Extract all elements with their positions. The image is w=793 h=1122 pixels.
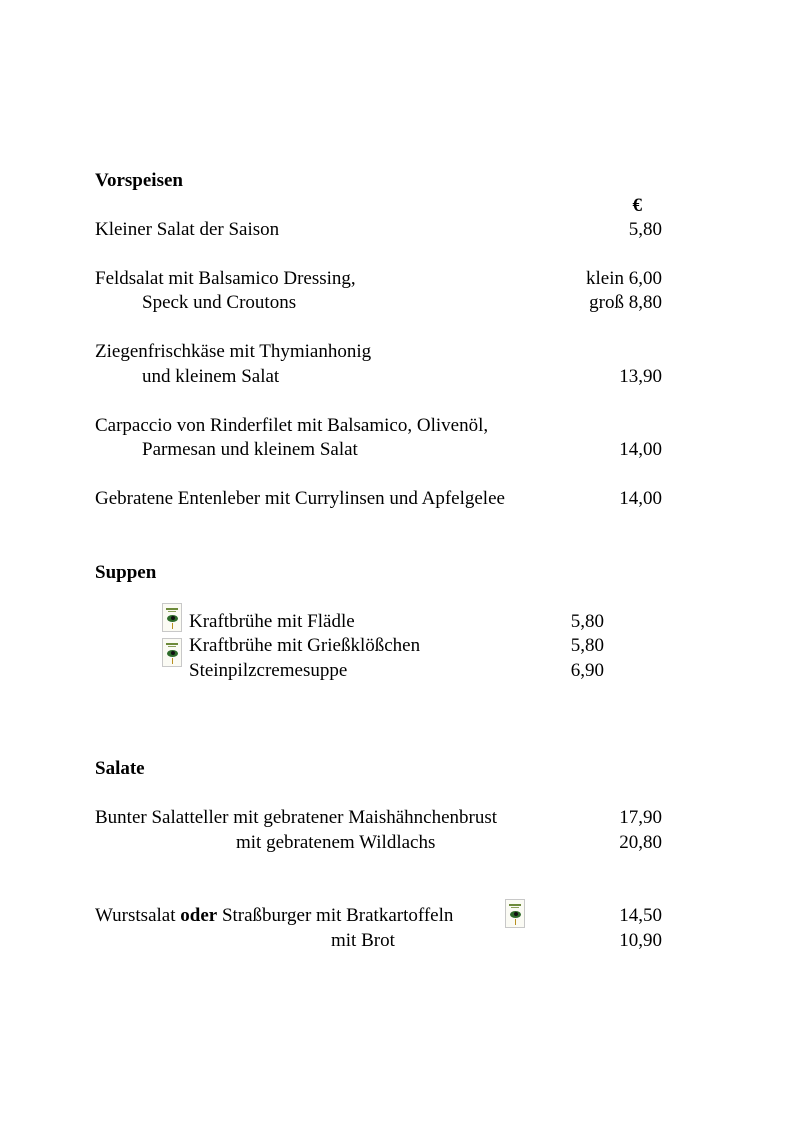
salad-name-or: oder: [180, 905, 218, 926]
dish-price: 14,00: [619, 488, 662, 509]
section-heading-vorspeisen: Vorspeisen: [95, 170, 183, 191]
regional-quality-badge-icon: [162, 638, 182, 667]
dish-price: 5,80: [628, 219, 662, 240]
dish-name: Feldsalat mit Balsamico Dressing,: [95, 268, 356, 289]
dish-name: Carpaccio von Rinderfilet mit Balsamico, Olivenöl,: [95, 415, 489, 436]
dish-name: Ziegenfrischkäse mit Thymianhonig: [95, 341, 372, 362]
salad-price: 14,50: [619, 905, 662, 926]
soup-price: 6,90: [570, 660, 604, 681]
section-heading-suppen: Suppen: [95, 562, 157, 583]
soup-name: Kraftbrühe mit Flädle: [189, 611, 355, 632]
dish-name: Gebratene Entenleber mit Currylinsen und Apfelgelee: [95, 488, 505, 509]
regional-quality-badge-icon: [505, 899, 525, 928]
salad-name-part: Straßburger mit Bratkartoffeln: [217, 905, 454, 926]
soup-price: 5,80: [570, 635, 604, 656]
dish-price: 14,00: [619, 439, 662, 460]
dish-price-large: groß 8,80: [589, 292, 662, 313]
dish-price: 13,90: [619, 366, 662, 387]
salad-name: [95, 905, 453, 927]
soup-name: Kraftbrühe mit Grießklößchen: [189, 635, 421, 656]
salad-variant-price: 10,90: [619, 930, 662, 951]
salad-variant-price: 20,80: [619, 832, 662, 853]
dish-name-continued: Parmesan und kleinem Salat: [142, 439, 358, 460]
dish-name-continued: Speck und Croutons: [142, 292, 297, 313]
salad-name-part: Wurstsalat: [95, 905, 181, 926]
currency-symbol: €: [632, 195, 642, 216]
dish-name: Kleiner Salat der Saison: [95, 219, 280, 240]
soup-price: 5,80: [570, 611, 604, 632]
section-heading-salate: Salate: [95, 758, 145, 779]
salad-price: 17,90: [619, 807, 662, 828]
regional-quality-badge-icon: [162, 603, 182, 632]
soup-name: Steinpilzcremesuppe: [189, 660, 348, 681]
dish-price-small: klein 6,00: [586, 268, 662, 289]
salad-variant: mit gebratenem Wildlachs: [236, 832, 436, 853]
salad-name: Bunter Salatteller mit gebratener Maishähnchenbrust: [95, 807, 498, 828]
dish-name-continued: und kleinem Salat: [142, 366, 280, 387]
salad-variant: mit Brot: [331, 930, 395, 951]
